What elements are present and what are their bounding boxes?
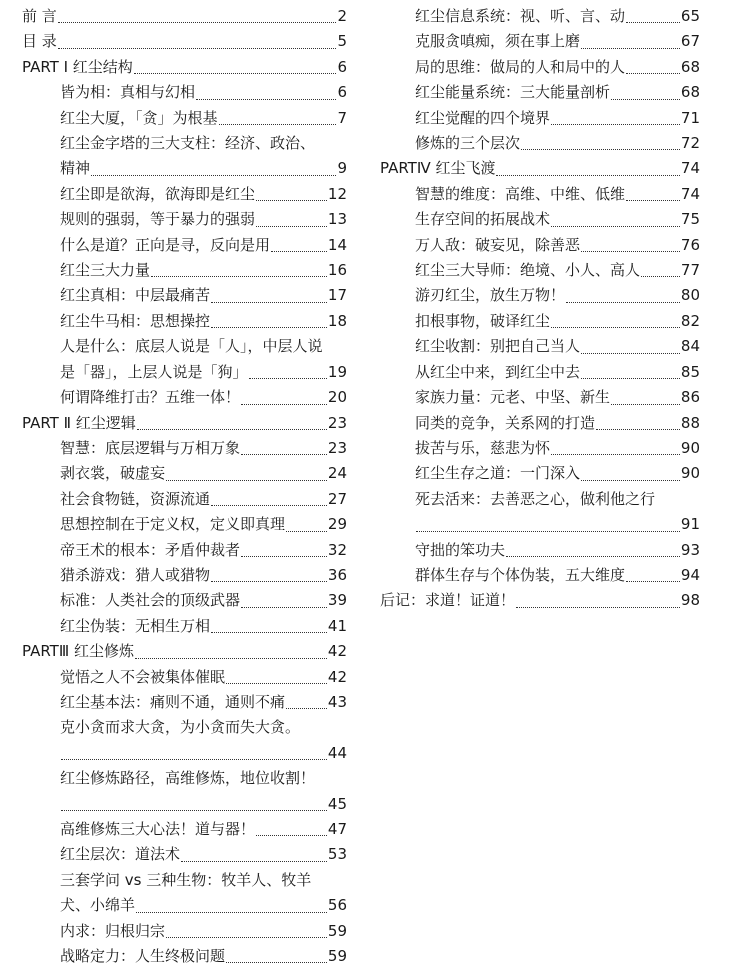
toc-entry-title-line: 人是什么：底层人说是「人」，中层人说 <box>60 337 323 356</box>
toc-entry-title-line: 犬、小绵羊 <box>60 896 136 915</box>
toc-entry-page: 29 <box>327 515 347 534</box>
toc-entry-page: 84 <box>680 337 700 356</box>
dot-leader <box>581 378 680 379</box>
toc-entry-page: 90 <box>680 438 700 457</box>
toc-entry-title: 红尘伪装：无相生万相 <box>60 616 211 635</box>
dot-leader <box>137 429 327 430</box>
dot-leader <box>256 226 327 227</box>
toc-right-column <box>380 4 700 614</box>
toc-entry[interactable] <box>22 690 347 715</box>
toc-entry[interactable] <box>380 4 700 29</box>
toc-entry-title: 扣根事物，破译红尘 <box>415 311 551 330</box>
toc-entry-title: 何谓降维打击？五维一体！ <box>60 388 241 407</box>
dot-leader <box>626 581 680 582</box>
toc-entry-page: 44 <box>327 743 347 762</box>
dot-leader <box>551 226 680 227</box>
toc-entry-title: 智慧：底层逻辑与万相万象 <box>60 438 241 457</box>
toc-entry[interactable] <box>22 334 347 385</box>
toc-entry-title: 高维修炼三大心法！道与器！ <box>60 820 256 838</box>
toc-entry-title: 皆为相：真相与幻相 <box>60 83 196 102</box>
toc-entry[interactable] <box>380 182 700 207</box>
toc-entry[interactable] <box>22 106 347 131</box>
toc-entry[interactable] <box>380 309 700 334</box>
toc-entry-title: 同类的竞争，关系网的打造 <box>415 413 596 432</box>
dot-leader <box>626 200 680 201</box>
toc-entry[interactable] <box>380 131 700 156</box>
dot-leader <box>581 251 680 252</box>
toc-entry[interactable] <box>22 385 347 410</box>
dot-leader <box>626 22 680 23</box>
dot-leader <box>286 531 327 532</box>
dot-leader <box>61 810 327 811</box>
toc-entry-title-line: 死去活来：去善恶之心，做利他之行 <box>415 489 656 508</box>
toc-entry[interactable] <box>22 487 347 512</box>
toc-entry-page: 2 <box>337 7 347 25</box>
dot-leader <box>551 454 680 455</box>
toc-entry-title-line: 三套学问 vs 三种生物：牧羊人、牧羊 <box>60 870 312 889</box>
toc-entry-page: 23 <box>327 413 347 432</box>
toc-entry[interactable] <box>22 919 347 944</box>
dot-leader <box>611 404 680 405</box>
toc-entry-title: 内求：归根归宗 <box>60 921 166 940</box>
toc-entry[interactable] <box>380 411 700 436</box>
toc-entry-page: 74 <box>680 159 700 178</box>
dot-leader <box>596 429 680 430</box>
toc-entry-page: 93 <box>680 540 700 559</box>
toc-entry-page: 12 <box>327 184 347 203</box>
toc-entry-title: 万人敌：破妄见，除善恶 <box>415 235 581 254</box>
dot-leader <box>581 353 680 354</box>
toc-entry[interactable] <box>380 283 700 308</box>
dot-leader <box>166 480 327 481</box>
toc-entry-title-line: 精神 <box>60 159 91 178</box>
dot-leader <box>196 99 336 100</box>
toc-entry-title: 红尘信息系统：视、听、言、动 <box>415 7 626 25</box>
toc-entry-page: 53 <box>327 845 347 864</box>
toc-entry-page: 39 <box>327 591 347 610</box>
toc-entry[interactable] <box>380 29 700 54</box>
toc-entry-page: 17 <box>327 286 347 305</box>
toc-entry[interactable] <box>22 538 347 563</box>
dot-leader <box>211 632 327 633</box>
dot-leader <box>551 327 680 328</box>
toc-section-heading[interactable] <box>22 4 347 29</box>
toc-entry-page: 67 <box>680 32 700 51</box>
toc-entry[interactable] <box>22 944 347 969</box>
toc-entry-page: 20 <box>327 388 347 407</box>
toc-entry-page: 88 <box>680 413 700 432</box>
toc-entry-title: 什么是道？正向是寻，反向是用 <box>60 235 271 254</box>
dot-leader <box>581 48 680 49</box>
dot-leader <box>566 302 680 303</box>
toc-entry-title-line: 是「器」，上层人说是「狗」 <box>60 362 248 381</box>
toc-entry[interactable] <box>22 283 347 308</box>
toc-entry-title: 红尘生存之道：一门深入 <box>415 464 581 483</box>
toc-entry[interactable] <box>380 334 700 359</box>
dot-leader <box>241 556 327 557</box>
dot-leader <box>416 531 680 532</box>
toc-entry-title: 红尘即是欲海，欲海即是红尘 <box>60 184 256 203</box>
toc-entry[interactable] <box>22 817 347 842</box>
toc-entry[interactable] <box>22 436 347 461</box>
toc-entry[interactable] <box>22 614 347 639</box>
toc-entry[interactable] <box>22 182 347 207</box>
toc-entry-title: 社会食物链，资源流通 <box>60 489 211 508</box>
toc-entry-page: 36 <box>327 565 347 584</box>
toc-entry-page: 86 <box>680 388 700 407</box>
toc-entry-page: 94 <box>680 565 700 584</box>
toc-entry-title: PARTⅢ 红尘修炼 <box>22 642 134 661</box>
toc-section-heading[interactable] <box>22 639 347 664</box>
toc-entry-title-line: 红尘金字塔的三大支柱：经济、政治、 <box>60 134 316 153</box>
toc-entry[interactable] <box>22 131 347 182</box>
toc-entry[interactable] <box>22 868 347 919</box>
toc-entry-page: 71 <box>680 108 700 127</box>
toc-entry[interactable] <box>22 258 347 283</box>
toc-entry-title: 后记：求道！证道！ <box>380 591 516 610</box>
toc-entry-title: 目 录 <box>22 32 57 51</box>
toc-entry-page: 16 <box>327 261 347 280</box>
dot-leader <box>136 912 327 913</box>
toc-entry-title: PART Ⅱ 红尘逻辑 <box>22 413 136 432</box>
toc-entry[interactable] <box>380 207 700 232</box>
toc-entry-page: 76 <box>680 235 700 254</box>
toc-entry[interactable] <box>380 538 700 563</box>
dot-leader <box>271 251 327 252</box>
toc-entry[interactable] <box>380 106 700 131</box>
toc-entry-title: 守拙的笨功夫 <box>415 540 506 559</box>
dot-leader <box>211 581 327 582</box>
toc-entry[interactable] <box>380 436 700 461</box>
toc-entry-title: 红尘真相：中层最痛苦 <box>60 286 211 305</box>
toc-entry-page: 6 <box>337 83 347 102</box>
toc-entry-page: 75 <box>680 210 700 229</box>
toc-entry-title: PART Ⅰ 红尘结构 <box>22 57 133 76</box>
dot-leader <box>256 200 327 201</box>
dot-leader <box>134 73 337 74</box>
toc-entry-title: 剥衣裳，破虚妄 <box>60 464 166 483</box>
toc-entry-page: 6 <box>337 57 347 76</box>
toc-entry-title: 猎杀游戏：猎人或猎物 <box>60 565 211 584</box>
toc-entry[interactable] <box>22 665 347 690</box>
toc-entry[interactable] <box>380 461 700 486</box>
toc-entry-page: 24 <box>327 464 347 483</box>
toc-entry[interactable] <box>380 563 700 588</box>
toc-section-heading[interactable] <box>380 588 700 613</box>
toc-entry[interactable] <box>22 512 347 537</box>
toc-entry-title: 战略定力：人生终极问题 <box>60 947 226 966</box>
toc-entry-title: 红尘层次：道法术 <box>60 845 181 864</box>
toc-entry-page: 59 <box>327 921 347 940</box>
toc-entry-title: 智慧的维度：高维、中维、低维 <box>415 184 626 203</box>
toc-entry[interactable] <box>380 258 700 283</box>
dot-leader <box>151 276 327 277</box>
dot-leader <box>249 378 327 379</box>
toc-entry-page: 98 <box>680 591 700 610</box>
dot-leader <box>226 962 327 963</box>
toc-entry-page: 72 <box>680 134 700 153</box>
toc-left-column <box>22 4 347 969</box>
dot-leader <box>58 22 337 23</box>
toc-entry-title: 红尘三大力量 <box>60 261 151 280</box>
dot-leader <box>516 607 680 608</box>
toc-entry-page: 32 <box>327 540 347 559</box>
toc-entry-page: 23 <box>327 438 347 457</box>
toc-entry-page: 7 <box>337 108 347 127</box>
dot-leader <box>211 505 327 506</box>
toc-entry[interactable] <box>380 233 700 258</box>
toc-entry-page: 9 <box>337 159 347 178</box>
toc-entry-page: 42 <box>327 667 347 686</box>
toc-entry-title: 红尘基本法：痛则不通，通则不痛 <box>60 692 286 711</box>
toc-entry-title: 修炼的三个层次 <box>415 134 521 153</box>
toc-entry[interactable] <box>380 487 700 538</box>
toc-section-heading[interactable] <box>22 55 347 80</box>
toc-entry-page: 91 <box>680 515 700 534</box>
toc-entry[interactable] <box>22 766 347 817</box>
toc-entry[interactable] <box>22 588 347 613</box>
dot-leader <box>226 683 327 684</box>
toc-entry-title: 前 言 <box>22 7 57 25</box>
toc-entry[interactable] <box>22 207 347 232</box>
toc-entry-page: 14 <box>327 235 347 254</box>
toc-entry-title: 标准：人类社会的顶级武器 <box>60 591 241 610</box>
toc-entry-page: 41 <box>327 616 347 635</box>
toc-entry-title: 觉悟之人不会被集体催眠 <box>60 667 226 686</box>
dot-leader <box>626 73 680 74</box>
dot-leader <box>496 175 679 176</box>
dot-leader <box>211 327 327 328</box>
toc-entry-title: 规则的强弱，等于暴力的强弱 <box>60 210 256 229</box>
toc-entry-title: 思想控制在于定义权，定义即真理 <box>60 515 286 534</box>
toc-entry-page: 5 <box>337 32 347 51</box>
toc-entry-title: 生存空间的拓展战术 <box>415 210 551 229</box>
toc-entry-title: 局的思维：做局的人和局中的人 <box>415 57 626 76</box>
dot-leader <box>91 175 336 176</box>
toc-entry-title: 家族力量：元老、中坚、新生 <box>415 388 611 407</box>
toc-section-heading[interactable] <box>380 156 700 181</box>
dot-leader <box>241 404 327 405</box>
toc-entry-title-line: 红尘修炼路径，高维修炼，地位收割！ <box>60 769 316 788</box>
toc-section-heading[interactable] <box>22 411 347 436</box>
toc-entry[interactable] <box>22 563 347 588</box>
toc-entry-page: 42 <box>327 642 347 661</box>
toc-entry[interactable] <box>22 461 347 486</box>
toc-entry-title: 红尘牛马相：思想操控 <box>60 311 211 330</box>
toc-entry-page: 59 <box>327 947 347 966</box>
toc-entry[interactable] <box>22 233 347 258</box>
toc-entry-title: 红尘能量系统：三大能量剖析 <box>415 83 611 102</box>
toc-entry-page: 56 <box>327 896 347 915</box>
toc-entry-page: 47 <box>327 820 347 838</box>
toc-entry-title: 拔苦与乐，慈悲为怀 <box>415 438 551 457</box>
toc-entry-page: 74 <box>680 184 700 203</box>
toc-entry[interactable] <box>380 55 700 80</box>
toc-entry-page: 27 <box>327 489 347 508</box>
toc-entry[interactable] <box>22 309 347 334</box>
toc-entry[interactable] <box>22 842 347 867</box>
toc-entry-title: PARTⅣ 红尘飞渡 <box>380 159 496 178</box>
toc-entry-page: 85 <box>680 362 700 381</box>
dot-leader <box>241 607 327 608</box>
dot-leader <box>58 48 337 49</box>
dot-leader <box>611 99 680 100</box>
dot-leader <box>641 276 680 277</box>
dot-leader <box>521 149 680 150</box>
toc-entry-page: 18 <box>327 311 347 330</box>
dot-leader <box>166 937 327 938</box>
toc-section-heading[interactable] <box>22 29 347 54</box>
toc-entry-page: 68 <box>680 83 700 102</box>
toc-entry-title: 红尘三大导师：绝境、小人、高人 <box>415 261 641 280</box>
toc-entry-title: 游刃红尘，放生万物！ <box>415 286 566 305</box>
toc-entry-title-line: 克小贪而求大贪，为小贪而失大贪。 <box>60 718 301 737</box>
toc-entry-page: 80 <box>680 286 700 305</box>
toc-entry[interactable] <box>380 360 700 385</box>
toc-entry[interactable] <box>22 715 347 766</box>
toc-entry-title: 帝王术的根本：矛盾仲裁者 <box>60 540 241 559</box>
dot-leader <box>135 658 327 659</box>
dot-leader <box>211 302 327 303</box>
dot-leader <box>551 124 680 125</box>
dot-leader <box>256 835 327 836</box>
toc-entry-title: 红尘收割：别把自己当人 <box>415 337 581 356</box>
toc-entry-title: 红尘大厦，「贪」为根基 <box>60 108 218 127</box>
dot-leader <box>61 759 327 760</box>
dot-leader <box>219 124 337 125</box>
dot-leader <box>286 708 327 709</box>
toc-entry[interactable] <box>22 80 347 105</box>
toc-entry-page: 82 <box>680 311 700 330</box>
toc-entry-page: 68 <box>680 57 700 76</box>
dot-leader <box>506 556 680 557</box>
dot-leader <box>181 861 327 862</box>
toc-entry[interactable] <box>380 385 700 410</box>
toc-entry-title: 克服贪嗔痴，须在事上磨 <box>415 32 581 51</box>
toc-entry-page: 65 <box>680 7 700 25</box>
toc-entry-page: 13 <box>327 210 347 229</box>
toc-entry-page: 19 <box>327 362 347 381</box>
toc-entry-title: 群体生存与个体伪装，五大维度 <box>415 565 626 584</box>
toc-entry[interactable] <box>380 80 700 105</box>
toc-entry-page: 43 <box>327 692 347 711</box>
toc-entry-title: 从红尘中来，到红尘中去 <box>415 362 581 381</box>
dot-leader <box>241 454 327 455</box>
toc-entry-page: 45 <box>327 794 347 813</box>
toc-entry-page: 77 <box>680 261 700 280</box>
dot-leader <box>581 480 680 481</box>
toc-entry-title: 红尘觉醒的四个境界 <box>415 108 551 127</box>
toc-entry-page: 90 <box>680 464 700 483</box>
